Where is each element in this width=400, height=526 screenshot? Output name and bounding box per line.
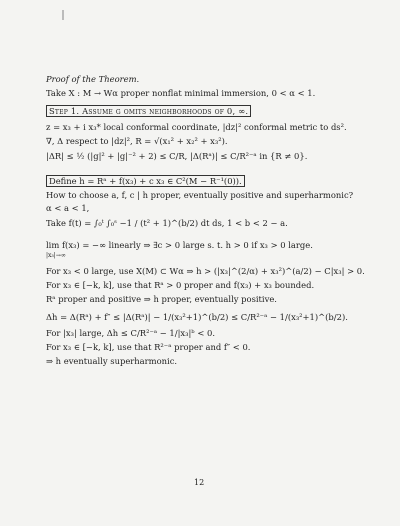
text-line-13: For x₃ ∈ [−k, k], use that Rᵃ > 0 proper and f(x₃) + x₃ bounded. — [46, 280, 315, 290]
text-line-5: |ΔR| ≤ ½ (|g|² + |g|⁻² + 2) ≤ C/R, |Δ(Rᵃ)| ≤ C/R²⁻ᵃ in {R ≠ 0}. — [46, 151, 308, 161]
text-line-3: z = x₃ + i x₃* local conformal coordinate, |dz|² conformal metric to ds². — [46, 122, 347, 132]
text-line-17: For x₃ ∈ [−k, k], use that R²⁻ᵃ proper and f″ < 0. — [46, 342, 251, 352]
text-line-10: lim f(x₃) = −∞ linearly ⇒ ∃c > 0 large s. t. h > 0 if x₃ > 0 large. — [46, 240, 313, 250]
proof-heading: Proof of the Theorem. — [46, 74, 140, 84]
step-1-text: Step 1. Assume g omits neighborhoods of 0, ∞. — [46, 105, 251, 117]
text-line-14: Rᵃ proper and positive ⇒ h proper, eventually positive. — [46, 294, 277, 304]
define-line — [46, 176, 245, 187]
text-line-4: ∇, Δ respect to |dz|², R = √(x₁² + x₂² + x₃²). — [46, 136, 228, 146]
text-line-16: For |x₃| large, Δh ≤ C/R²⁻ᵃ − 1/|x₃|ᵇ < 0. — [46, 328, 215, 338]
text-line-7: How to choose a, f, c | h proper, eventually positive and superharmonic? — [46, 190, 354, 200]
scan-mark — [62, 10, 64, 20]
limit-subscript: |x₃|→∞ — [46, 252, 66, 259]
text-line-12: For x₃ < 0 large, use X(M) ⊂ Wα ⇒ h > (|x₃|^(2/α) + x₃²)^(a/2) − C|x₃| > 0. — [46, 266, 365, 276]
text-line-8: α < a < 1, — [46, 203, 90, 213]
step-heading-line — [46, 106, 251, 117]
text-line-18: ⇒ h eventually superharmonic. — [46, 356, 178, 366]
text-line-1: Take X : M → Wα proper nonflat minimal immersion, 0 < α < 1. — [46, 88, 316, 98]
text-line-15: Δh = Δ(Rᵃ) + f″ ≤ |Δ(Rᵃ)| − 1/(x₃²+1)^(b/2) ≤ C/R²⁻ᵃ − 1/(x₃²+1)^(b/2). — [46, 312, 348, 322]
text-line-9: Take f(t) = ∫₀ᵗ ∫₀ˢ −1 / (t² + 1)^(b/2) dt ds, 1 < b < 2 − a. — [46, 218, 288, 228]
define-text: Define h = Rᵃ + f(x₃) + c x₃ ∈ C²(M − R⁻¹(0)). — [46, 175, 245, 187]
page-number: 12 — [194, 478, 205, 487]
